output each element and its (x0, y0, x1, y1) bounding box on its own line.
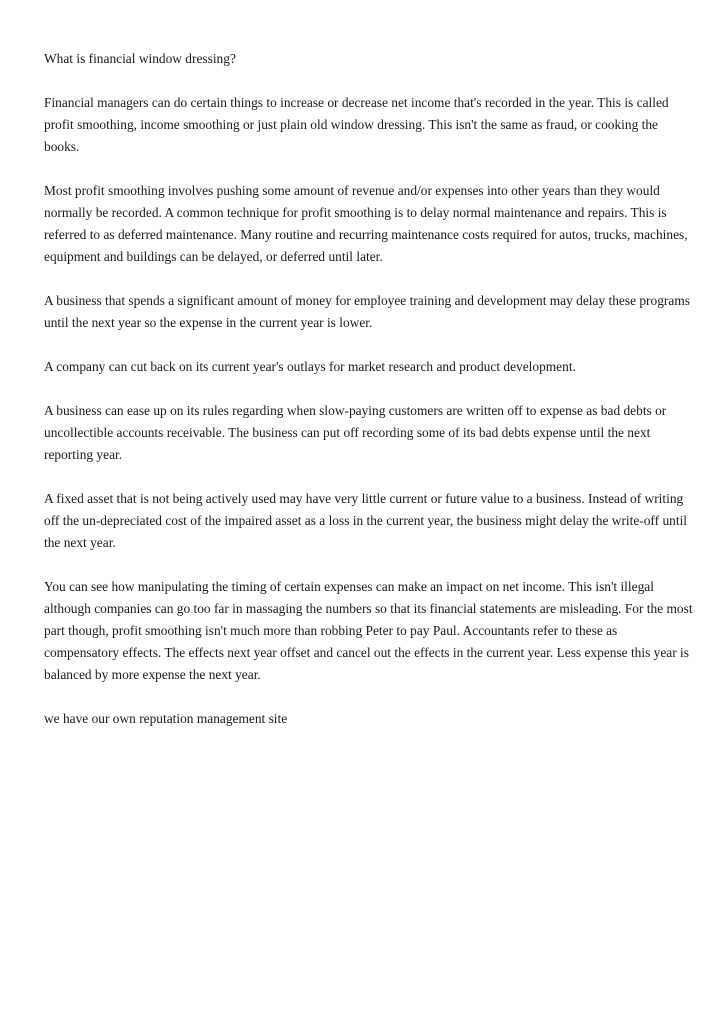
paragraph-deferred-maintenance: Most profit smoothing involves pushing some amount of revenue and/or expenses into other years than they would normally be recorded. A common technique for profit smoothing is to delay normal maintenance and repairs. This is referred to as deferred maintenance. Many routine and recurring maintenance costs required for autos, trucks, machines, equipment and buildings can be delayed, or deferred until later. (44, 183, 688, 264)
paragraph-training-delay: A business that spends a significant amount of money for employee training and development may delay these programs until the next year so the expense in the current year is lower. (44, 293, 690, 330)
document-page (44, 48, 694, 752)
paragraph-compensatory-effects: You can see how manipulating the timing of certain expenses can make an impact on net income. This isn't illegal although companies can go too far in massaging the numbers so that its financial statements are misleading. For the most part though, profit smoothing isn't much more than robbing Peter to pay Paul. Accountants refer to these as compensatory effects. The effects next year offset and cancel out the effects in the current year. Less expense this year is balanced by more expense the next year. (44, 579, 693, 682)
document-title: What is financial window dressing? (44, 51, 236, 66)
paragraph-intro: Financial managers can do certain things to increase or decrease net income that's recorded in the year. This is called profit smoothing, income smoothing or just plain old window dressing. This isn't the same as fraud, or cooking the books. (44, 95, 669, 154)
paragraph-market-research: A company can cut back on its current year's outlays for market research and product development. (44, 359, 576, 374)
paragraph-bad-debts: A business can ease up on its rules regarding when slow-paying customers are written off to expense as bad debts or uncollectible accounts receivable. The business can put off recording some of its bad debts expense until the next reporting year. (44, 403, 667, 462)
paragraph-closing: we have our own reputation management site (44, 711, 288, 726)
paragraph-fixed-asset: A fixed asset that is not being actively used may have very little current or future value to a business. Instead of writing off the un-depreciated cost of the impaired asset as a loss in the current year, the business might delay the write-off until the next year. (44, 491, 688, 550)
